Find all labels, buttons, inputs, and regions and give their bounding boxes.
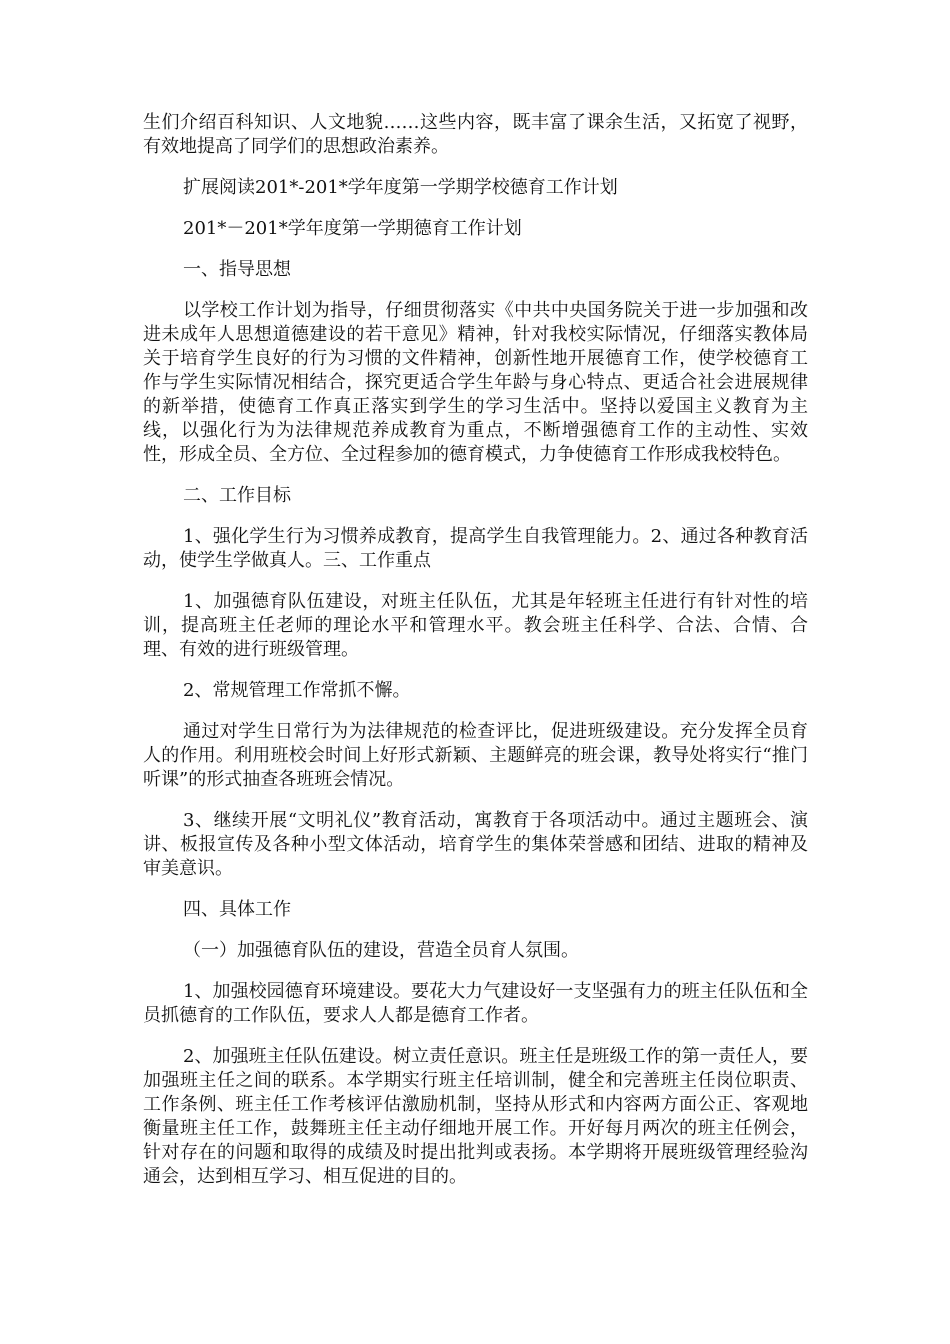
paragraph-focus-2-detail: 通过对学生日常行为为法律规范的检查评比，促进班级建设。充分发挥全员育人的作用。利用班校会时间上好形式新颖、主题鲜亮的班会课，教导处将实行“推门听课”的形式抽查各班班会情况。 (143, 721, 808, 790)
paragraph-intro-continuation: 生们介绍百科知识、人文地貌……这些内容，既丰富了课余生活，又拓宽了视野，有效地提高了同学们的思想政治素养。 (143, 112, 808, 157)
paragraph-plan-title: 201*－201*学年度第一学期德育工作计划 (183, 218, 522, 239)
paragraph-focus-2: 2、常规管理工作常抓不懈。 (183, 680, 411, 701)
paragraph-focus-3: 3、继续开展“文明礼仪”教育活动，寓教育于各项活动中。通过主题班会、演讲、板报宣传及各种小型文体活动，培育学生的集体荣誉感和团结、进取的精神及审美意识。 (143, 810, 808, 879)
document-page (143, 111, 808, 1206)
heading-specific-work: 四、具体工作 (183, 899, 291, 920)
paragraph-extended-reading-title: 扩展阅读201*-201*学年度第一学期学校德育工作计划 (183, 177, 618, 198)
heading-work-goals: 二、工作目标 (183, 485, 291, 506)
paragraph-guiding-ideology: 以学校工作计划为指导，仔细贯彻落实《中共中央国务院关于进一步加强和改进未成年人思想道德建设的若干意见》精神，针对我校实际情况，仔细落实教体局关于培育学生良好的行为习惯的文件精神，创新性地开展德育工作，使学校德育工作与学生实际情况相结合，探究更适合学生年龄与身心特点、更适合社会进展规律的新举措，使德育工作真正落实到学生的学习生活中。坚持以爱国主义教育为主线，以强化行为为法律规范养成教育为重点，不断增强德育工作的主动性、实效性，形成全员、全方位、全过程参加的德育模式，力争使德育工作形成我校特色。 (143, 300, 808, 465)
paragraph-work-goals: 1、强化学生行为习惯养成教育，提高学生自我管理能力。2、通过各种教育活动，使学生学做真人。三、工作重点 (143, 526, 808, 571)
heading-guiding-ideology: 一、指导思想 (183, 259, 291, 280)
subheading-team-building: （一）加强德育队伍的建设，营造全员育人氛围。 (183, 940, 579, 961)
paragraph-specific-1: 1、加强校园德育环境建设。要花大力气建设好一支坚强有力的班主任队伍和全员抓德育的工作队伍，要求人人都是德育工作者。 (143, 981, 808, 1026)
paragraph-specific-2: 2、加强班主任队伍建设。树立责任意识。班主任是班级工作的第一责任人，要加强班主任之间的联系。本学期实行班主任培训制，健全和完善班主任岗位职责、工作条例、班主任工作考核评估激励机制，坚持从形式和内容两方面公正、客观地衡量班主任工作，鼓舞班主任主动仔细地开展工作。开好每月两次的班主任例会，针对存在的问题和取得的成绩及时提出批判或表扬。本学期将开展班级管理经验沟通会，达到相互学习、相互促进的目的。 (143, 1046, 808, 1187)
paragraph-focus-1: 1、加强德育队伍建设，对班主任队伍，尤其是年轻班主任进行有针对性的培训，提高班主任老师的理论水平和管理水平。教会班主任科学、合法、合情、合理、有效的进行班级管理。 (143, 591, 808, 660)
